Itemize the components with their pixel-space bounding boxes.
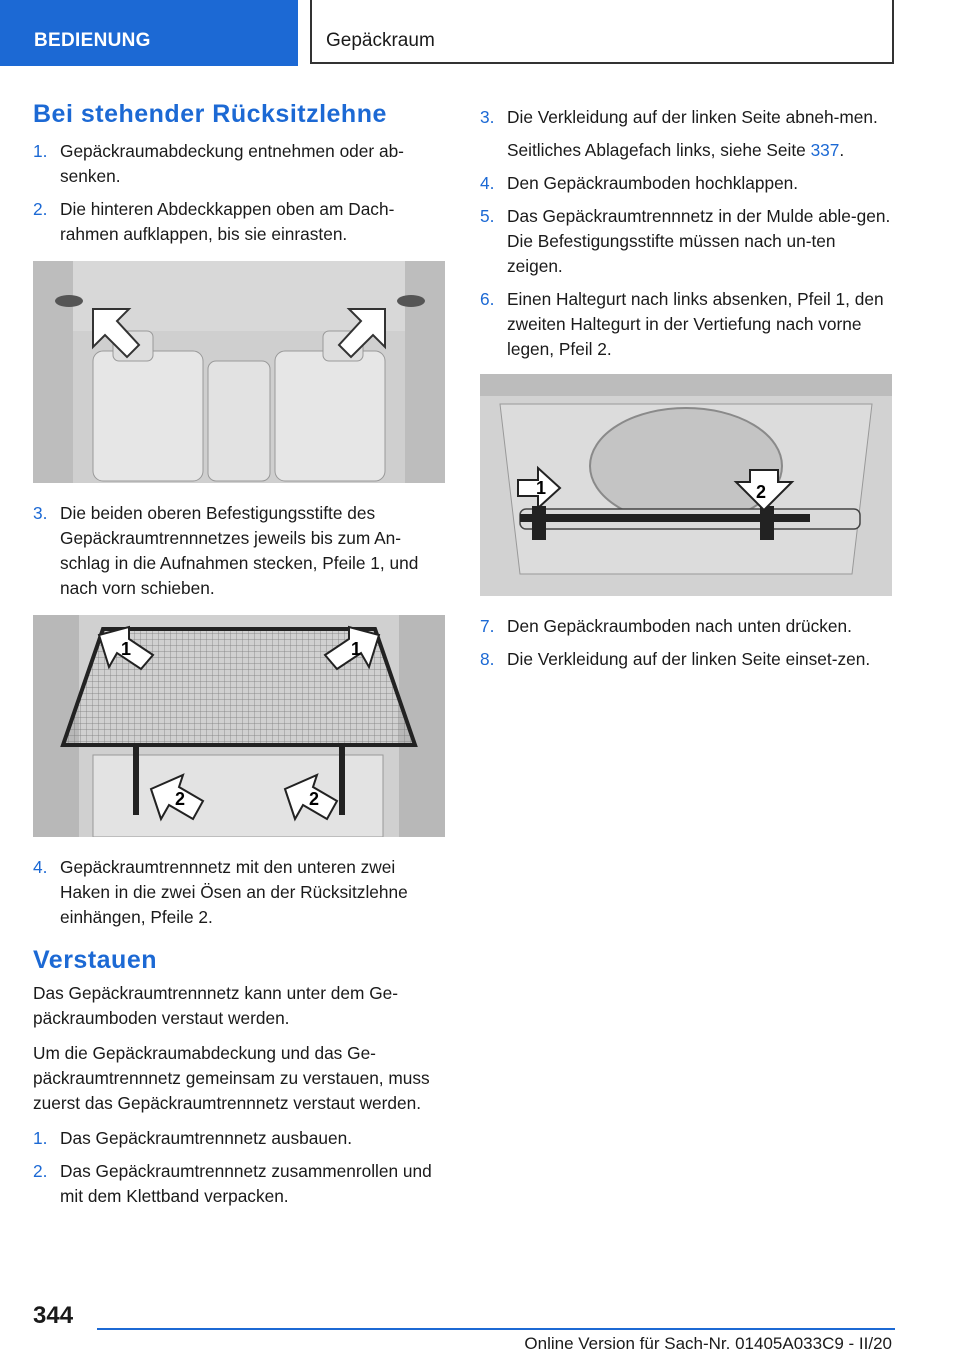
cross-reference-end: . (839, 140, 845, 160)
step-number: 5. (480, 206, 495, 226)
step-number: 2. (33, 1161, 48, 1181)
step-number: 8. (480, 649, 495, 669)
list-item (33, 1159, 445, 1209)
heading-rucksitzlehne: Bei stehender Rücksitzlehne (33, 100, 387, 128)
arrow-label-2-right: 2 (309, 789, 320, 809)
arrow-label-2-left: 2 (175, 789, 186, 809)
arrow-label-1-right: 1 (351, 639, 362, 659)
cross-reference-line (507, 138, 892, 163)
step-text: Das Gepäckraumtrennnetz ausbauen. (60, 1128, 353, 1148)
arrow-label-1: 1 (536, 478, 547, 498)
step-number: 3. (33, 503, 48, 523)
list-item (33, 855, 445, 930)
step-number: 4. (33, 857, 48, 877)
step-number: 2. (33, 199, 48, 219)
figure-roof-caps (33, 261, 445, 483)
page-reference-link[interactable]: 337 (810, 140, 840, 160)
figure-net-mounting (33, 615, 445, 837)
list-item (480, 204, 892, 279)
steps-list-d (33, 1126, 445, 1209)
page-number: 344 (33, 1302, 74, 1329)
page-header (0, 0, 960, 66)
left-column (33, 100, 445, 1217)
paragraph-storage-intro: Das Gepäckraumtrennnetz kann unter dem Ge-päckraumboden verstaut werden. (33, 983, 399, 1028)
list-item (480, 105, 892, 163)
list-item (480, 614, 892, 639)
arrow-label-1-left: 1 (121, 639, 132, 659)
step-number: 1. (33, 1128, 48, 1148)
step-text: Das Gepäckraumtrennnetz zusammenrollen und mit dem Klettband verpacken. (60, 1161, 432, 1206)
paragraph-storage-order: Um die Gepäckraumabdeckung und das Ge-päckraumtrennnetz gemeinsam zu verstauen, muss zuerst das Gepäckraumtrennnetz verstaut werden. (33, 1043, 430, 1113)
step-text: Den Gepäckraumboden nach unten drücken. (507, 616, 852, 636)
footer-divider (97, 1328, 895, 1330)
list-item (33, 197, 445, 247)
figure-net-in-well (480, 374, 892, 596)
step-text: Die Verkleidung auf der linken Seite abneh-men. (507, 107, 878, 127)
step-text: Die beiden oberen Befestigungsstifte des Gepäckraumtrennnetzes jeweils bis zum An-schlag in die Aufnahmen stecken, Pfeile 1, und nach vorn schieben. (60, 503, 419, 598)
chapter-title: Gepäckraum (310, 0, 894, 64)
steps-list-right-b (480, 614, 892, 672)
list-item (33, 501, 445, 601)
list-item (480, 647, 892, 672)
step-number: 4. (480, 173, 495, 193)
heading-verstauen: Verstauen (33, 946, 158, 974)
list-item (480, 171, 892, 196)
step-number: 7. (480, 616, 495, 636)
steps-list-right-a (480, 105, 892, 362)
right-column (480, 105, 892, 680)
step-text: Den Gepäckraumboden hochklappen. (507, 173, 799, 193)
cross-reference-text: Seitliches Ablagefach links, siehe Seite (507, 140, 811, 160)
step-number: 1. (33, 141, 48, 161)
section-tab[interactable]: BEDIENUNG (0, 0, 298, 66)
list-item (480, 287, 892, 362)
steps-list-b (33, 501, 445, 601)
steps-list-a (33, 139, 445, 247)
step-text: Die hinteren Abdeckkappen oben am Dach-rahmen aufklappen, bis sie einrasten. (60, 199, 395, 244)
arrow-label-2: 2 (756, 482, 767, 502)
step-number: 6. (480, 289, 495, 309)
steps-list-c (33, 855, 445, 930)
list-item (33, 139, 445, 189)
step-text: Einen Haltegurt nach links absenken, Pfeil 1, den zweiten Haltegurt in der Vertiefung nach vorne legen, Pfeil 2. (507, 289, 884, 359)
step-number: 3. (480, 107, 495, 127)
list-item (33, 1126, 445, 1151)
step-text: Gepäckraumabdeckung entnehmen oder ab-senken. (60, 141, 404, 186)
step-text: Die Verkleidung auf der linken Seite einset-zen. (507, 649, 871, 669)
step-text: Das Gepäckraumtrennnetz in der Mulde able-gen. Die Befestigungsstifte müssen nach un-ten zeigen. (507, 206, 891, 276)
step-text: Gepäckraumtrennnetz mit den unteren zwei Haken in die zwei Ösen an der Rücksitzlehne einhängen, Pfeile 2. (60, 857, 408, 927)
footer-text: Online Version für Sach-Nr. 01405A033C9 - II/20 (524, 1334, 892, 1353)
